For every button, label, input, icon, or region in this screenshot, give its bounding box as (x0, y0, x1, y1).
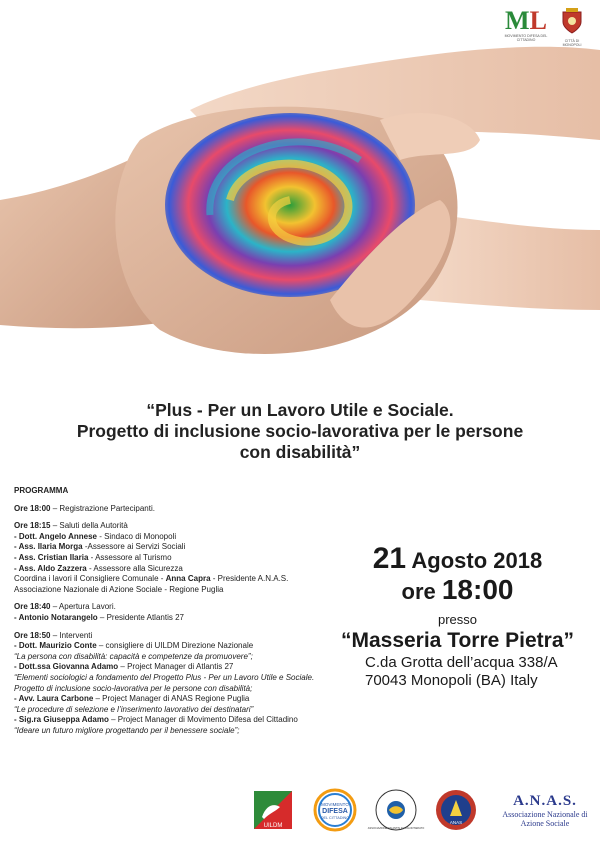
event-address-1: C.da Grotta dell’acqua 338/A (365, 654, 558, 671)
anas-subtitle-2: Azione Sociale (520, 818, 570, 828)
atlantis-27-logo (367, 788, 424, 832)
crest-icon (561, 8, 583, 34)
title-line-1: “Plus - Per un Lavoro Utile e Sociale. (146, 400, 454, 420)
svg-text:ASSOCIAZIONE ATLANTIS 27 VOLON: ASSOCIAZIONE ATLANTIS 27 VOLONTARIATO (367, 827, 424, 830)
anas-title: A.N.A.S. (513, 792, 577, 809)
event-date: 21 Agosto 2018 (372, 542, 543, 575)
svg-text:DIFESA: DIFESA (321, 808, 348, 815)
ml-logo (504, 8, 548, 42)
sponsor-logos (250, 784, 595, 836)
ml-logo-mark: ML (505, 6, 547, 35)
event-time: ore 18:00 (401, 574, 514, 605)
event-presso: presso (437, 612, 478, 627)
svg-text:DEL CITTADINO: DEL CITTADINO (320, 816, 349, 820)
program (14, 486, 344, 736)
page-title (60, 400, 540, 463)
hands-illustration (0, 0, 600, 390)
event-address-2: 70043 Monopoli (BA) Italy (365, 672, 538, 689)
program-block-talks: Ore 18:50 – Interventi - Dott. Maurizio Conte – consigliere di UILDM Direzione Nazionale “La persona con disabilità: capacità e competenze da promuovere”; - Dott.ssa Giovanna Adamo – Project Manager di Atlantis 27 “Elementi sociologici a fondamento del Progetto Plus - Per un Lavoro Utile e Sociale. Progetto di inclusione socio-lavorativa per le persone con disabilità; - Avv. Laura Carbone – Project Manager di ANAS Regione Puglia “Le procedure di selezione e l’inserimento lavorativo dei destinatari” - Sig.ra Giuseppa Adamo – Project Manager di Movimento Difesa del Cittadino “Ideare un futuro migliore progettando per il benessere sociale”; (14, 630, 315, 735)
program-item-registration: Ore 18:00 – Registrazione Partecipanti. (14, 503, 155, 513)
event-venue: “Masseria Torre Pietra” (340, 629, 575, 652)
program-block-greetings: Ore 18:15 – Saluti della Autorità - Dott. Angelo Annese - Sindaco di Monopoli - Ass. Ilaria Morga -Assessore ai Servizi Sociali - Ass. Cristian Ilaria - Assessore al Turismo - Ass. Aldo Zazzera - Assessore alla Sicurezza Coordina i lavori il Consigliere Comunale - Anna Capra - Presidente A.N.A.S. Associazione Nazionale di Azione Sociale - Regione Puglia (14, 521, 289, 594)
svg-text:MOVIMENTO: MOVIMENTO (320, 802, 349, 807)
program-heading: PROGRAMMA (14, 486, 69, 495)
uildm-logo (250, 787, 296, 833)
crest-caption: CITTÀ DI MONOPOLI (562, 39, 582, 47)
svg-text:UILDM: UILDM (263, 823, 283, 829)
program-block-opening: Ore 18:40 – Apertura Lavori. - Antonio Notarangelo – Presidente Atlantis 27 (14, 602, 184, 622)
hero-image (0, 0, 600, 390)
anas-subtitle-1: Associazione Nazionale di (502, 809, 588, 819)
title-line-2: Progetto di inclusione socio-lavorativa per le persone (76, 421, 524, 441)
ml-logo-caption: MOVIMENTO DIFESA DEL CITTADINO (504, 34, 548, 42)
anas-text-logo (495, 793, 595, 828)
event-info (325, 544, 590, 690)
svg-text:ANAS: ANAS (450, 820, 463, 825)
anas-circle-logo (434, 788, 478, 832)
top-logos (504, 8, 586, 47)
title-line-3: con disabilità” (239, 442, 361, 462)
crest-logo (558, 8, 586, 47)
movimento-difesa-logo (313, 788, 357, 832)
